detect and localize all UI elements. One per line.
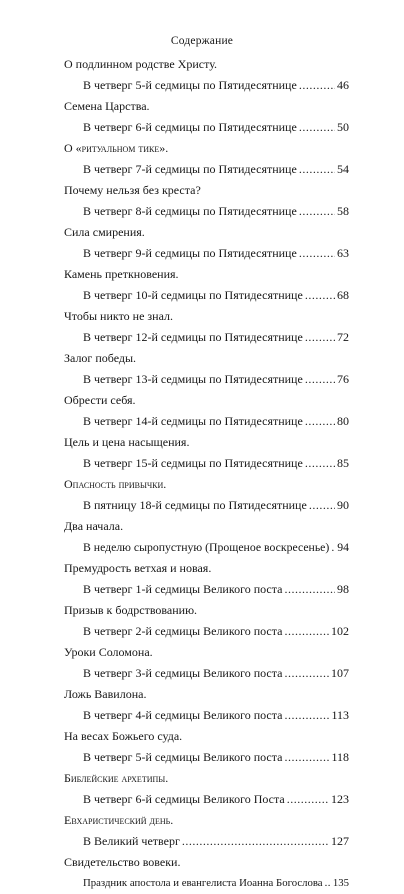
dot-leader <box>305 369 335 390</box>
entry-page-number: 118 <box>331 750 349 764</box>
entry-title: Цель и цена насыщения. <box>64 435 190 449</box>
entry-page-number: 127 <box>331 834 349 848</box>
dot-leader <box>287 789 329 810</box>
entry-subtitle: В четверг 14-й седмицы по Пятидесятнице <box>83 414 303 428</box>
page-heading: Содержание <box>170 35 234 47</box>
table-of-contents <box>64 54 349 894</box>
entry-subtitle: В четверг 6-й седмицы по Пятидесятнице <box>83 120 297 134</box>
entry-title: Обрести себя. <box>64 393 136 407</box>
dot-leader <box>325 873 331 894</box>
entry-subtitle: В четверг 13-й седмицы по Пятидесятнице <box>83 372 303 386</box>
toc-entry <box>64 558 349 600</box>
entry-page-number: 72 <box>337 330 349 344</box>
entry-title: О подлинном родстве Христу. <box>64 57 218 71</box>
entry-page-number: 68 <box>337 288 349 302</box>
toc-entry <box>64 726 349 768</box>
entry-line <box>83 243 349 264</box>
entry-page-number: 58 <box>337 204 349 218</box>
entry-title: Уроки Соломона. <box>64 645 153 659</box>
entry-page-number: 76 <box>337 372 349 386</box>
entry-subtitle: В четверг 1-й седмицы Великого поста <box>83 582 283 596</box>
entry-title: Сила смирения. <box>64 225 145 239</box>
entry-title: Залог победы. <box>64 351 137 365</box>
entry-line <box>83 831 349 852</box>
entry-page-number: 50 <box>337 120 349 134</box>
entry-line <box>83 285 349 306</box>
entry-line <box>83 537 349 558</box>
dot-leader <box>299 75 335 96</box>
entry-page-number: 102 <box>331 624 349 638</box>
entry-line <box>83 369 349 390</box>
dot-leader <box>305 453 335 474</box>
entry-title: Библейские архетипы. <box>64 771 169 785</box>
dot-leader <box>284 663 329 684</box>
entry-title: О «ритуальном тике». <box>64 141 169 155</box>
dot-leader <box>309 495 335 516</box>
toc-entry <box>64 684 349 726</box>
entry-title: Чтобы никто не знал. <box>64 309 173 323</box>
toc-entry <box>64 852 349 894</box>
entry-title: Опасность привычки. <box>64 477 167 491</box>
entry-line <box>83 873 349 894</box>
entry-title: Евхаристический день. <box>64 813 174 827</box>
entry-subtitle: В четверг 2-й седмицы Великого поста <box>83 624 283 638</box>
entry-line <box>83 411 349 432</box>
entry-subtitle: Праздник апостола и евангелиста Иоанна Богослова <box>83 877 323 889</box>
entry-subtitle: В четверг 5-й седмицы по Пятидесятнице <box>83 78 297 92</box>
entry-page-number: 94 <box>337 541 349 554</box>
dot-leader <box>182 831 329 852</box>
entry-title: Камень преткновения. <box>64 267 179 281</box>
entry-subtitle: В четверг 9-й седмицы по Пятидесятнице <box>83 246 297 260</box>
toc-entry <box>64 306 349 348</box>
entry-page-number: 107 <box>331 666 349 680</box>
entry-line <box>83 117 349 138</box>
entry-subtitle: В четверг 10-й седмицы по Пятидесятнице <box>83 288 303 302</box>
entry-subtitle: В пятницу 18-й седмицы по Пятидесятнице <box>83 498 307 512</box>
toc-entry <box>64 222 349 264</box>
entry-page-number: 46 <box>337 78 349 92</box>
dot-leader <box>284 705 329 726</box>
toc-entry <box>64 600 349 642</box>
toc-entry <box>64 642 349 684</box>
toc-entry <box>64 264 349 306</box>
entry-title: Премудрость ветхая и новая. <box>64 561 212 575</box>
dot-leader <box>305 285 335 306</box>
entry-title: Семена Царства. <box>64 99 150 113</box>
dot-leader <box>299 117 335 138</box>
entry-subtitle: В четверг 6-й седмицы Великого Поста <box>83 792 285 806</box>
entry-line <box>83 453 349 474</box>
toc-entry <box>64 348 349 390</box>
entry-line <box>83 789 349 810</box>
entry-subtitle: В четверг 12-й седмицы по Пятидесятнице <box>83 330 303 344</box>
toc-entry <box>64 96 349 138</box>
entry-title: Призыв к бодрствованию. <box>64 603 198 617</box>
dot-leader <box>299 201 335 222</box>
entry-subtitle: В четверг 4-й седмицы Великого поста <box>83 708 283 722</box>
entry-page-number: 54 <box>337 162 349 176</box>
entry-line <box>83 201 349 222</box>
entry-line <box>83 663 349 684</box>
dot-leader <box>331 537 335 558</box>
entry-page-number: 90 <box>337 498 349 512</box>
entry-title: Почему нельзя без креста? <box>64 183 201 197</box>
entry-page-number: 63 <box>337 246 349 260</box>
entry-page-number: 135 <box>332 877 349 889</box>
entry-subtitle: В четверг 3-й седмицы Великого поста <box>83 666 283 680</box>
entry-title: Свидетельство вовеки. <box>64 855 181 869</box>
dot-leader <box>305 411 335 432</box>
entry-subtitle: В четверг 8-й седмицы по Пятидесятнице <box>83 204 297 218</box>
entry-line <box>83 159 349 180</box>
entry-page-number: 113 <box>331 708 349 722</box>
toc-entry <box>64 390 349 432</box>
entry-line <box>83 705 349 726</box>
entry-line <box>83 621 349 642</box>
toc-entry <box>64 432 349 474</box>
entry-line <box>83 747 349 768</box>
entry-subtitle: В четверг 15-й седмицы по Пятидесятнице <box>83 456 303 470</box>
entry-line <box>83 75 349 96</box>
dot-leader <box>284 621 329 642</box>
entry-page-number: 98 <box>337 582 349 596</box>
entry-subtitle: В Великий четверг <box>83 834 180 848</box>
entry-title: На весах Божьего суда. <box>64 729 183 743</box>
dot-leader <box>299 243 335 264</box>
toc-entry <box>64 474 349 516</box>
entry-subtitle: В неделю сыропустную (Прощеное воскресенье) <box>83 541 330 554</box>
entry-subtitle: В четверг 5-й седмицы Великого поста <box>83 750 283 764</box>
toc-entry <box>64 180 349 222</box>
toc-entry <box>64 768 349 810</box>
entry-line <box>83 495 349 516</box>
toc-entry <box>64 810 349 852</box>
dot-leader <box>299 159 335 180</box>
toc-entry <box>64 516 349 558</box>
dot-leader <box>305 327 335 348</box>
entry-title: Ложь Вавилона. <box>64 687 147 701</box>
entry-page-number: 85 <box>337 456 349 470</box>
entry-subtitle: В четверг 7-й седмицы по Пятидесятнице <box>83 162 297 176</box>
entry-title: Два начала. <box>64 519 124 533</box>
entry-page-number: 123 <box>331 792 349 806</box>
toc-entry <box>64 138 349 180</box>
dot-leader <box>284 747 329 768</box>
entry-line <box>83 327 349 348</box>
toc-entry <box>64 54 349 96</box>
entry-page-number: 80 <box>337 414 349 428</box>
